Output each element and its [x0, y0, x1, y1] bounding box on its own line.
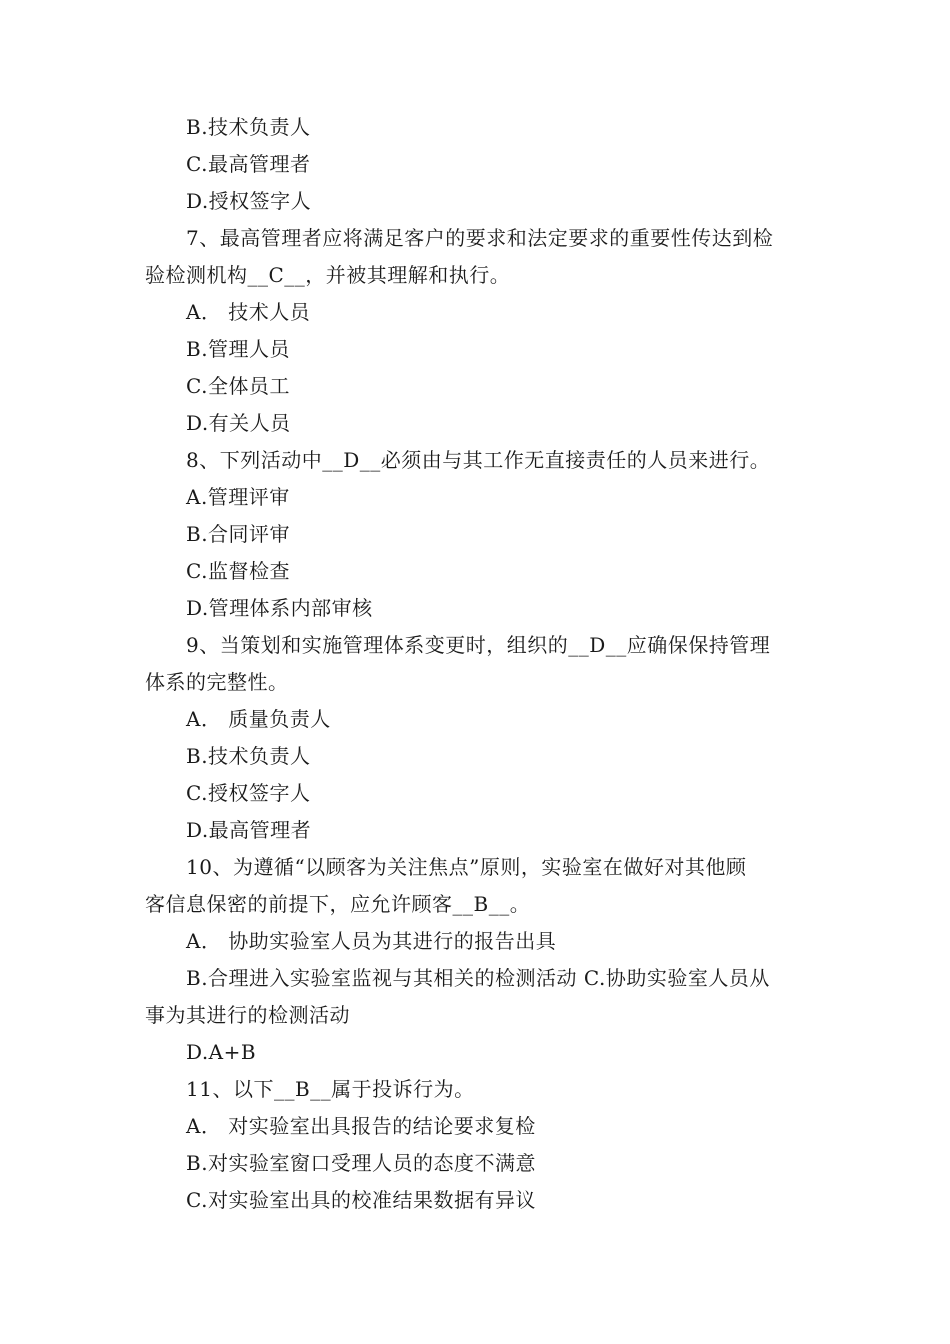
question-11: 11、以下__B__属于投诉行为。 [186, 1077, 475, 1101]
option-line: D.管理体系内部审核 [186, 596, 373, 620]
option-line: B.管理人员 [186, 337, 291, 361]
option-continuation: 事为其进行的检测活动 [145, 1003, 350, 1027]
question-9-continuation: 体系的完整性。 [145, 670, 289, 694]
option-line: A． 技术人员 [186, 300, 311, 324]
option-line: D.A+B [186, 1040, 257, 1064]
option-line: B.合同评审 [186, 522, 291, 546]
option-line: C.授权签字人 [186, 781, 311, 805]
option-line: C.全体员工 [186, 374, 290, 398]
option-line: A． 协助实验室人员为其进行的报告出具 [186, 929, 557, 953]
option-line: A.管理评审 [186, 485, 290, 509]
option-line: D.有关人员 [186, 411, 291, 435]
option-line: D.最高管理者 [186, 818, 312, 842]
question-8: 8、下列活动中__D__必须由与其工作无直接责任的人员来进行。 [186, 448, 771, 472]
option-line: D.授权签字人 [186, 189, 312, 213]
option-line: B.合理进入实验室监视与其相关的检测活动 C.协助实验室人员从 [186, 966, 770, 990]
question-7: 7、最高管理者应将满足客户的要求和法定要求的重要性传达到检 [186, 226, 774, 250]
question-10-continuation: 客信息保密的前提下，应允许顾客__B__。 [145, 892, 531, 916]
option-line: A． 对实验室出具报告的结论要求复检 [186, 1114, 536, 1138]
option-line: A． 质量负责人 [186, 707, 331, 731]
option-line: B.对实验室窗口受理人员的态度不满意 [186, 1151, 537, 1175]
option-line: C.对实验室出具的校准结果数据有异议 [186, 1188, 536, 1212]
option-line: C.最高管理者 [186, 152, 311, 176]
question-7-continuation: 验检测机构__C__，并被其理解和执行。 [145, 263, 511, 287]
option-line: B.技术负责人 [186, 115, 311, 139]
question-9: 9、当策划和实施管理体系变更时，组织的__D__应确保保持管理 [186, 633, 771, 657]
option-line: C.监督检查 [186, 559, 290, 583]
question-10: 10、为遵循“以顾客为关注焦点”原则，实验室在做好对其他顾 [186, 855, 747, 879]
option-line: B.技术负责人 [186, 744, 311, 768]
